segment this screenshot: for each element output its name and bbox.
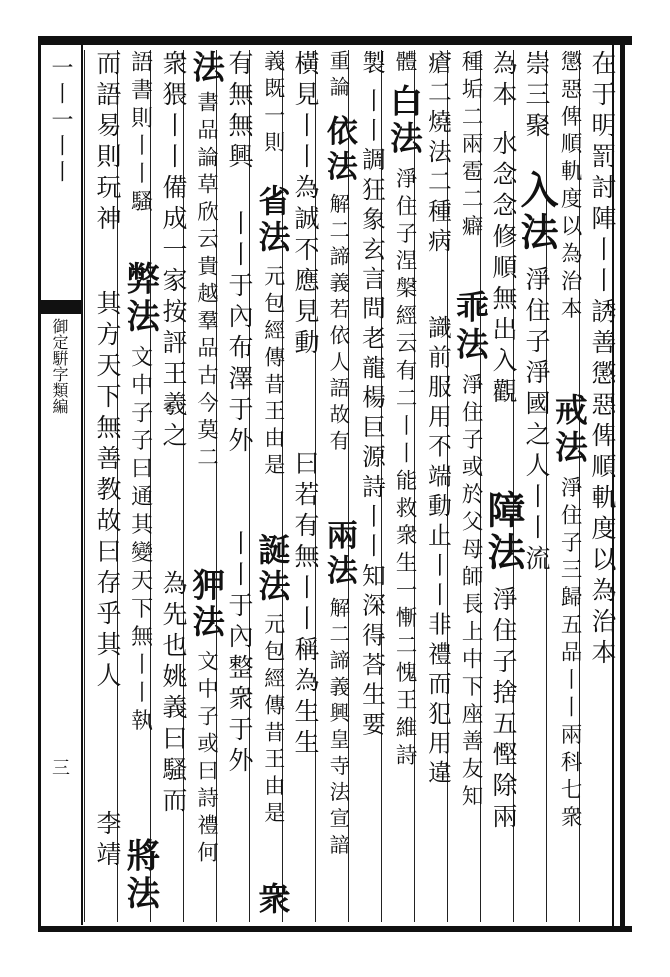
entry-text: 淨住子或於父母師長上中下座善友知 — [458, 372, 484, 812]
entry-text: 懲惡俾順軌度以為治本 — [557, 50, 583, 325]
entry-headword: 兩法 — [320, 518, 357, 589]
entry-text: 語書則丨丨騷 — [127, 50, 153, 218]
entry-text: 在于明罰討陣丨丨誘善懲惡俾順軌度以為治本 — [588, 50, 617, 670]
entry-text: 文中子或曰詩禮何 — [194, 649, 220, 868]
entry-text: 製 — [357, 50, 386, 80]
entry-text: 其方天下無善教故曰存乎其人 — [93, 290, 122, 693]
entry-text: 李靖 — [93, 810, 122, 872]
entry-headword: 入法 — [514, 170, 559, 254]
margin-top-text: 一丨一丨丨 — [48, 56, 73, 186]
frame-bottom-border — [38, 926, 632, 932]
entry-text: 橫見丨丨為誠不應見動 — [291, 50, 320, 360]
entry-headword: 戒法 — [549, 393, 589, 467]
entry-text: 義既一則 — [260, 50, 285, 158]
entry-text: 崇三聚 — [522, 50, 551, 143]
entry-text: 元包經傳昔王由是 — [260, 613, 285, 830]
entry-text: 有無無興 — [225, 50, 254, 174]
entry-text: 淨住子淨國之人丨丨流 — [522, 266, 551, 576]
entry-text: 而語易則玩神 — [93, 50, 122, 236]
entry-text: 丨丨調狂象玄言問老龍楊巨源詩丨丨知深得荅生要 — [357, 87, 386, 742]
entry-text: 元包經傳昔王由是 — [260, 264, 285, 481]
text-column — [84, 50, 122, 922]
text-column — [249, 50, 292, 922]
entry-headword: 法 — [187, 50, 226, 87]
entry-text: 衆猥丨丨備成一家按評王羲之 — [159, 50, 188, 453]
entry-text: 為本 — [489, 50, 518, 112]
entry-text: 丨丨于內布澤于外 — [225, 210, 254, 458]
entry-text: 解二諦義興皇寺法宣諳 — [326, 596, 351, 860]
entry-headword: 依法 — [320, 115, 357, 185]
entry-text: 淨住子三歸五品丨丨兩科七衆 — [557, 475, 583, 833]
entry-text: 重論 — [326, 50, 351, 103]
margin-page-number: 三 — [49, 758, 70, 776]
entry-text: 水念念修順無出入觀 — [489, 130, 518, 409]
frame-top-border — [38, 36, 632, 45]
entry-text: 文中子子曰通其變天下無丨丨執 — [127, 345, 153, 737]
entry-text: 丨丨于內整衆于外 — [225, 530, 254, 778]
entry-headword: 狎法 — [187, 567, 226, 641]
entry-headword: 弊法 — [121, 260, 161, 336]
margin-book-title: 御定騈字類編 — [50, 318, 69, 414]
entry-text: 書品論草欣云貴越羣品古今莫二 — [194, 90, 220, 473]
entry-text: 曰若有無丨丨稱為生生 — [291, 450, 320, 760]
entry-headword: 白法 — [384, 84, 424, 158]
entry-text: 瘡二燒法二種病 — [423, 50, 452, 258]
entry-text: 體 — [392, 50, 418, 78]
entry-headword: 誕法 — [253, 532, 292, 605]
entry-headword: 障法 — [481, 490, 526, 574]
entry-headword: 將法 — [121, 837, 161, 913]
entry-text: 為先也姚義曰騷而 — [159, 570, 188, 818]
entry-text: 解二諦義若依人語故有 — [326, 193, 351, 457]
entry-text: 識前服用不端動止丨丨非禮而犯用違 — [423, 315, 452, 791]
entry-headword: 乖法 — [450, 290, 490, 364]
entry-text: 種垢二兩雹二癖 — [458, 50, 484, 243]
entry-text: 淨住子涅槃經云有二丨丨能救衆生一慚二愧王維詩 — [392, 166, 418, 771]
text-columns-area — [84, 50, 617, 922]
margin-fishtail-mark — [41, 300, 81, 314]
entry-headword: 省法 — [253, 184, 292, 256]
entry-text: 淨住子捨五慳除兩 — [489, 586, 518, 834]
entry-headword: 衆 — [253, 881, 292, 918]
